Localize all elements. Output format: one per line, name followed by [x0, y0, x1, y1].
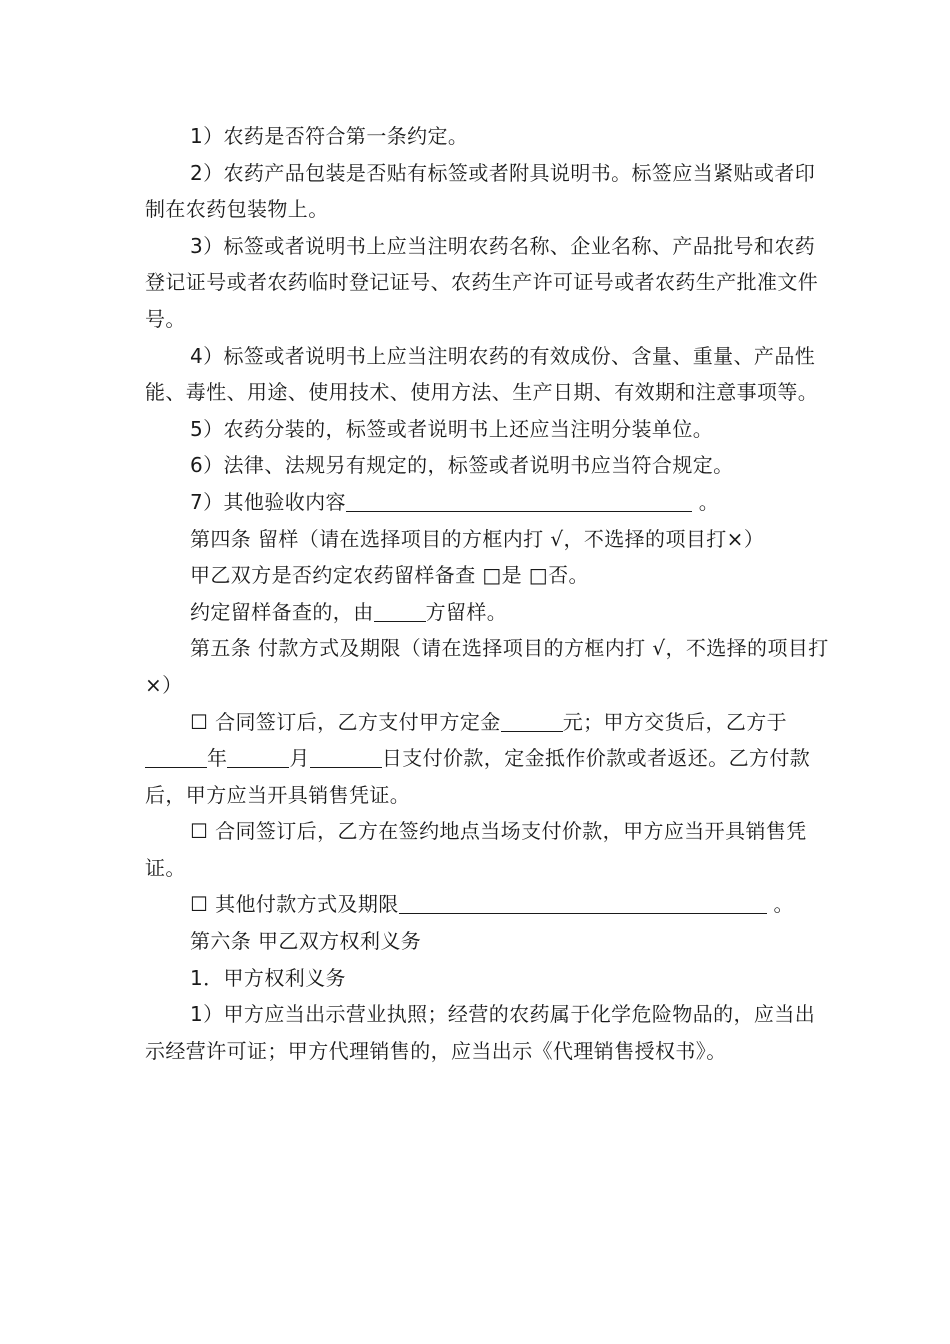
- article-6-heading: 第六条 甲乙双方权利义务: [190, 929, 422, 954]
- blank-other-inspection[interactable]: [346, 491, 692, 512]
- article-5-option-2: ☐ 合同签订后，乙方在签约地点当场支付价款，甲方应当开具销售凭证。: [145, 819, 807, 880]
- article-5-option-3: [145, 886, 835, 923]
- article-4-heading: 第四条 留样（请在选择项目的方框内打 √，不选择的项目打×）: [190, 526, 765, 551]
- article-6-party-a-heading: 1．甲方权利义务: [190, 965, 346, 990]
- clause-7-label: 7）其他验收内容: [190, 489, 346, 514]
- article-4-sample-label: 约定留样备查的，由: [190, 599, 374, 624]
- blank-year[interactable]: [145, 747, 207, 768]
- blank-day[interactable]: [310, 747, 382, 768]
- article-4-question: 甲乙双方是否约定农药留样备查 □是 □否。: [190, 563, 589, 588]
- blank-month[interactable]: [227, 747, 289, 768]
- option-1-text-d: 月: [289, 746, 310, 771]
- clause-5: 5）农药分装的，标签或者说明书上还应当注明分装单位。: [190, 416, 714, 441]
- option-1-text-e: 日支付价款，定金抵作价款或者返还。乙方付款后，甲方应当开具销售凭证。: [145, 746, 811, 807]
- option-1-text-a: ☐ 合同签订后，乙方支付甲方定金: [190, 709, 501, 734]
- option-1-text-b: 元；甲方交货后，乙方于: [562, 709, 788, 734]
- article-5-heading: 第五条 付款方式及期限（请在选择项目的方框内打 √，不选择的项目打×）: [145, 636, 829, 697]
- article-6-party-a-item-1: 1）甲方应当出示营业执照；经营的农药属于化学危险物品的，应当出示经营许可证；甲方代理销售的，应当出示《代理销售授权书》。: [145, 1002, 816, 1063]
- blank-deposit-amount[interactable]: [501, 711, 563, 732]
- clause-2: 2）农药产品包装是否贴有标签或者附具说明书。标签应当紧贴或者印制在农药包装物上。: [145, 160, 816, 222]
- article-4-sample-end: 方留样。: [425, 599, 508, 624]
- option-3-label: ☐ 其他付款方式及期限: [190, 892, 399, 917]
- option-1-text-c: 年: [207, 746, 228, 771]
- clause-4: 4）标签或者说明书上应当注明农药的有效成份、含量、重量、产品性能、毒性、用途、使用技术、使用方法、生产日期、有效期和注意事项等。: [145, 343, 819, 405]
- blank-other-payment[interactable]: [399, 893, 767, 914]
- option-3-end: 。: [766, 892, 794, 917]
- article-4-sample-party: [145, 594, 835, 631]
- clause-6: 6）法律、法规另有规定的，标签或者说明书应当符合规定。: [190, 453, 734, 478]
- blank-sample-party[interactable]: [374, 601, 426, 622]
- article-5-option-1: [145, 704, 835, 814]
- clause-1: 1）农药是否符合第一条约定。: [190, 124, 469, 148]
- clause-7: [145, 484, 835, 521]
- clause-7-end: 。: [691, 489, 720, 514]
- clause-3: 3）标签或者说明书上应当注明农药名称、企业名称、产品批号和农药登记证号或者农药临时登记证号、农药生产许可证号或者农药生产批准文件号。: [145, 233, 819, 331]
- document-body: [145, 118, 835, 1069]
